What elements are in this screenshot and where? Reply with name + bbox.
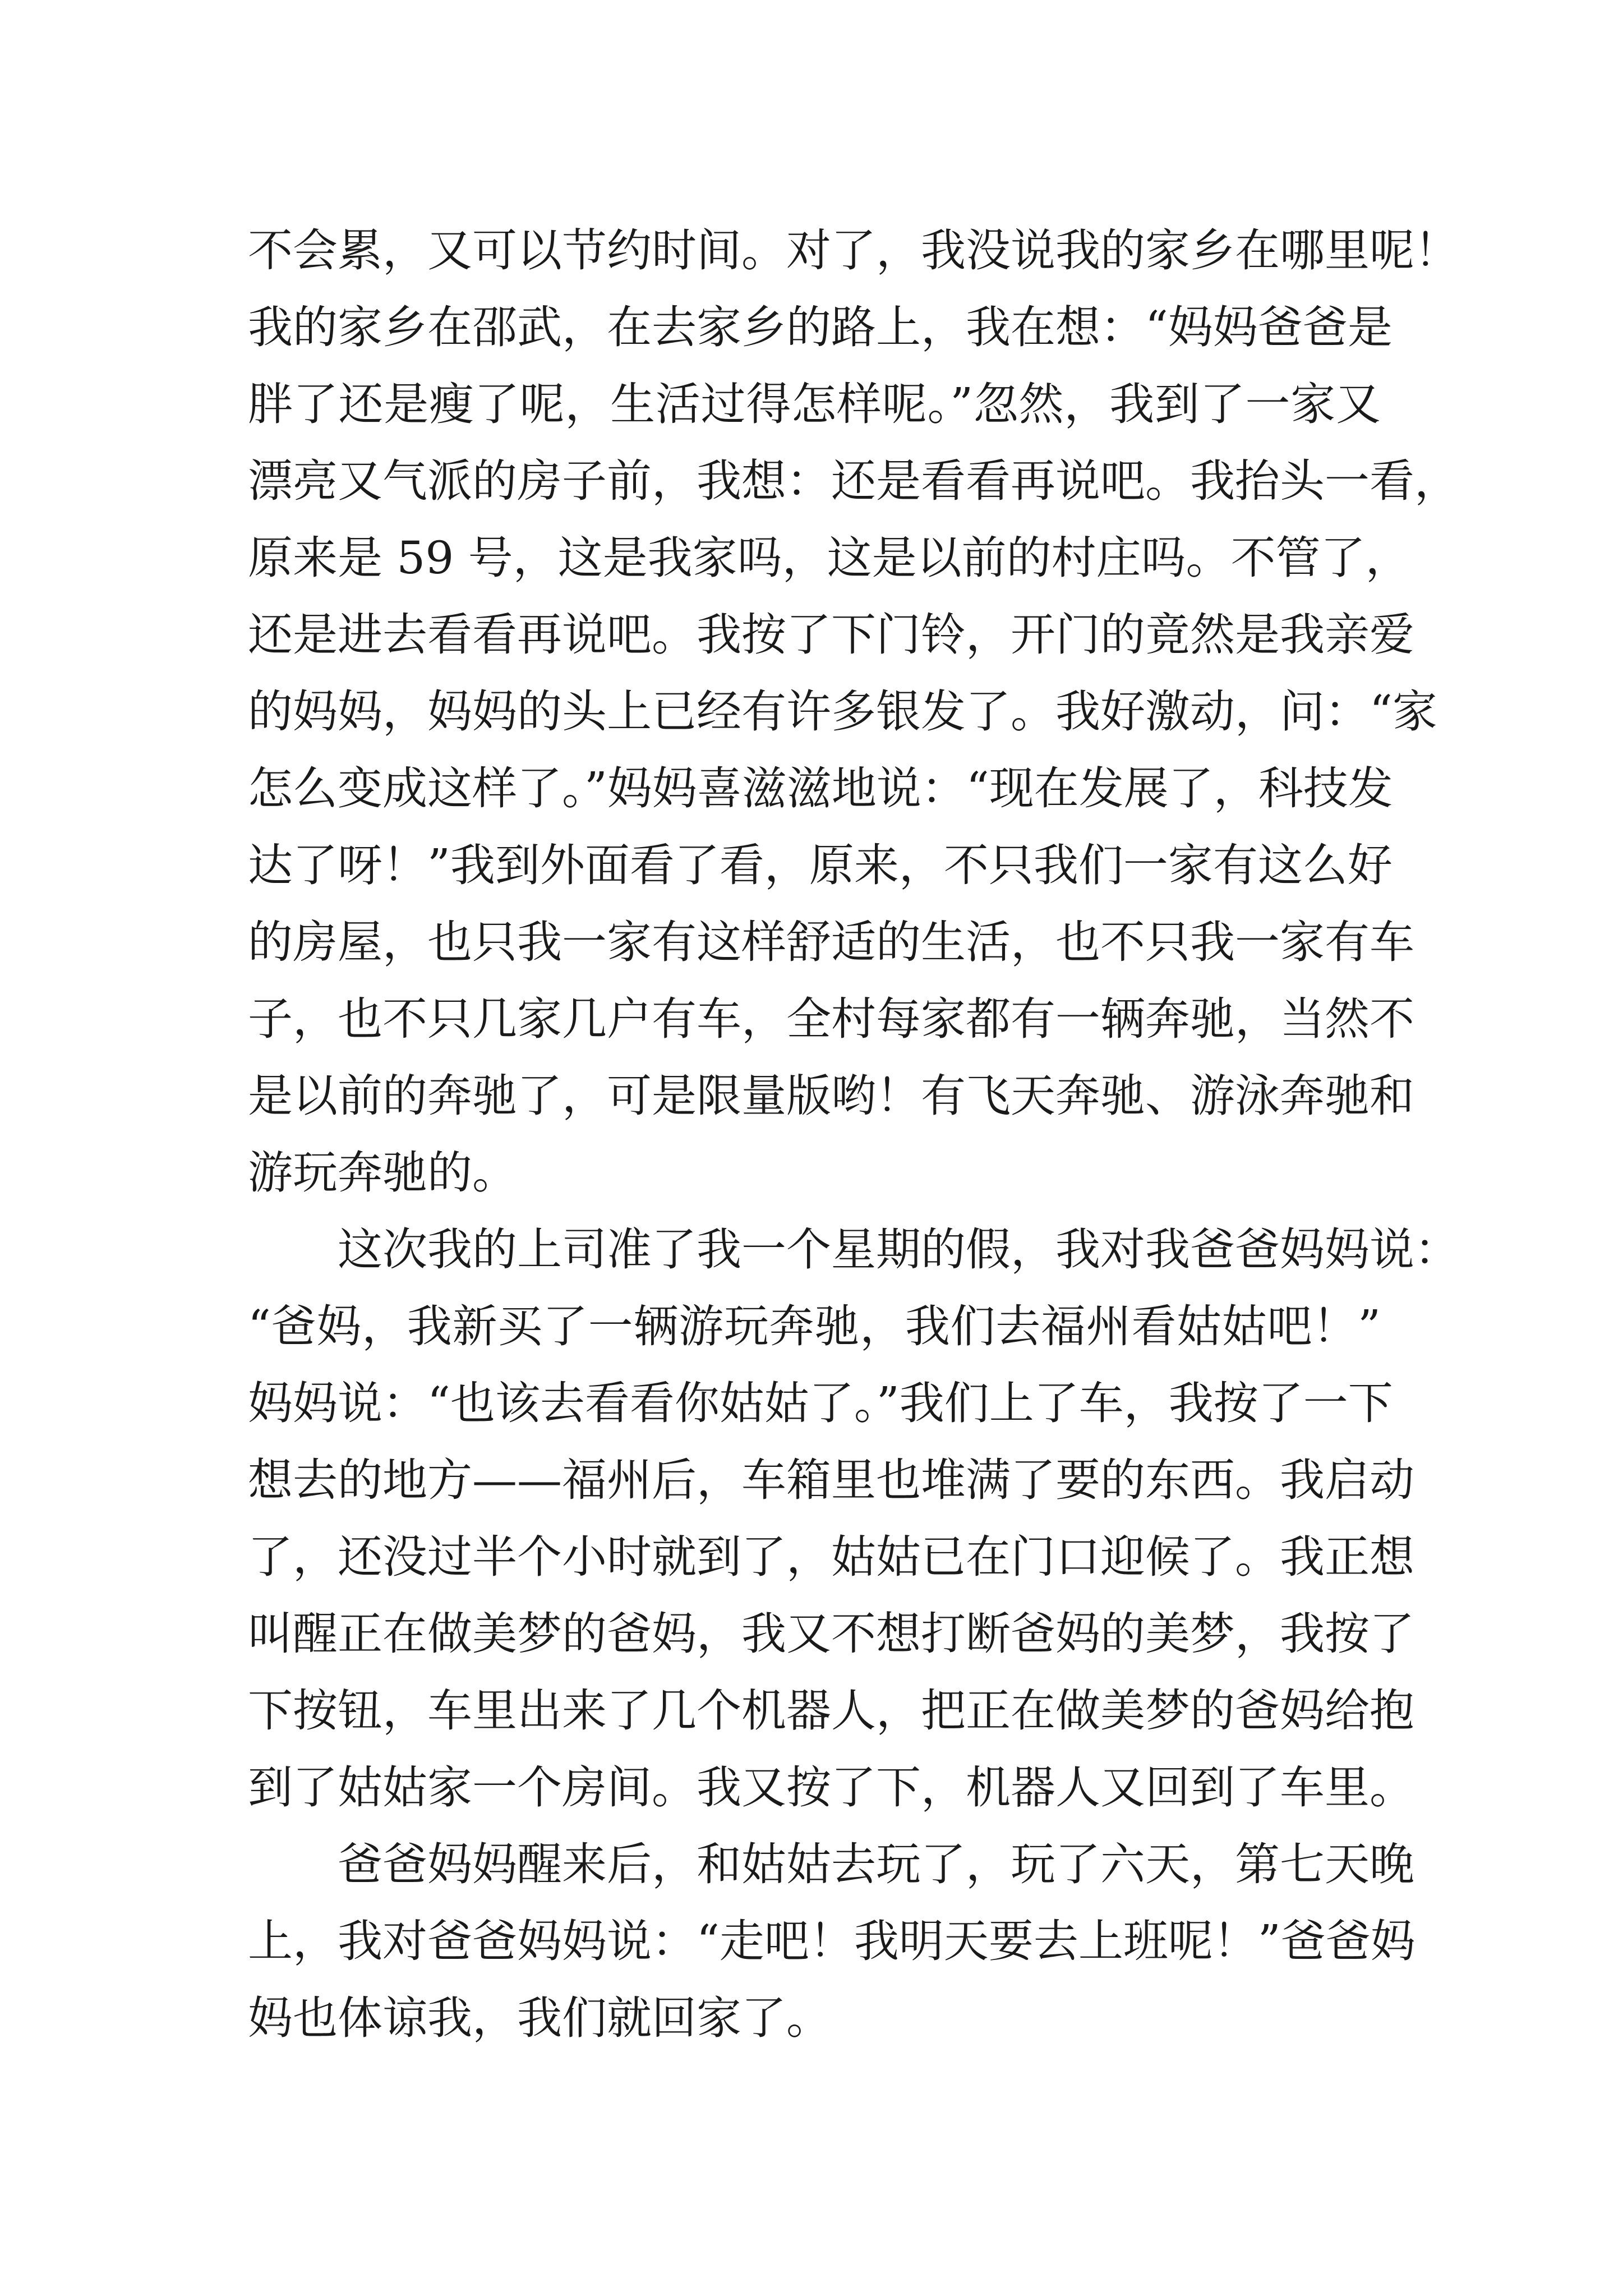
document-body [248, 212, 1459, 2056]
text-line: 怎么变成这样了。”妈妈喜滋滋地说：“现在发展了，科技发 [248, 762, 1393, 815]
text-line: 叫醒正在做美梦的爸妈，我又不想打断爸妈的美梦，我按了 [248, 1608, 1414, 1660]
text-line: 漂亮又气派的房子前，我想：还是看看再说吧。我抬头一看， [248, 455, 1459, 507]
text-line: 上，我对爸爸妈妈说：“走吧！我明天要去上班呢！”爸爸妈 [248, 1915, 1415, 1967]
text-line: 子，也不只几家几户有车，全村每家都有一辆奔驰，当然不 [248, 993, 1414, 1045]
text-line: 妈妈说：“也该去看看你姑姑了。”我们上了车，我按了一下 [248, 1377, 1393, 1429]
paragraph-3 [248, 1826, 1415, 2056]
text-line: 的房屋，也只我一家有这样舒适的生活，也不只我一家有车 [248, 916, 1414, 968]
text-line: 我的家乡在邵武，在去家乡的路上，我在想：“妈妈爸爸是 [248, 301, 1393, 353]
text-line: 游玩奔驰的。 [248, 1147, 517, 1199]
text-line: 不会累，又可以节约时间。对了，我没说我的家乡在哪里呢！ [248, 224, 1459, 277]
text-line: 胖了还是瘦了呢，生活过得怎样呢。”忽然，我到了一家又 [248, 378, 1381, 430]
text-line: 了，还没过半个小时就到了，姑姑已在门口迎候了。我正想 [248, 1531, 1414, 1583]
text-line: 想去的地方——福州后，车箱里也堆满了要的东西。我启动 [248, 1454, 1414, 1506]
text-line: 原来是 59 号，这是我家吗，这是以前的村庄吗。不管了， [248, 532, 1410, 584]
text-line: 到了姑姑家一个房间。我又按了下，机器人又回到了车里。 [248, 1761, 1414, 1814]
text-line: 这次我的上司准了我一个星期的假，我对我爸爸妈妈说： [338, 1223, 1459, 1276]
text-line: 妈也体谅我，我们就回家了。 [248, 1992, 831, 2044]
text-line: 是以前的奔驰了，可是限量版哟！有飞天奔驰、游泳奔驰和 [248, 1070, 1414, 1122]
paragraph-2 [248, 1211, 1459, 1826]
text-line: 的妈妈，妈妈的头上已经有许多银发了。我好激动，问：“家 [248, 685, 1437, 738]
text-line: 还是进去看看再说吧。我按了下门铃，开门的竟然是我亲爱 [248, 609, 1414, 661]
paragraph-1 [248, 212, 1459, 1211]
text-line: 下按钮，车里出来了几个机器人，把正在做美梦的爸妈给抱 [248, 1685, 1414, 1737]
text-line: 爸爸妈妈醒来后，和姑姑去玩了，玩了六天，第七天晚 [338, 1838, 1414, 1890]
text-line: “爸妈，我新买了一辆游玩奔驰，我们去福州看姑姑吧！” [248, 1300, 1381, 1352]
text-line: 达了呀！”我到外面看了看，原来，不只我们一家有这么好 [248, 839, 1393, 891]
